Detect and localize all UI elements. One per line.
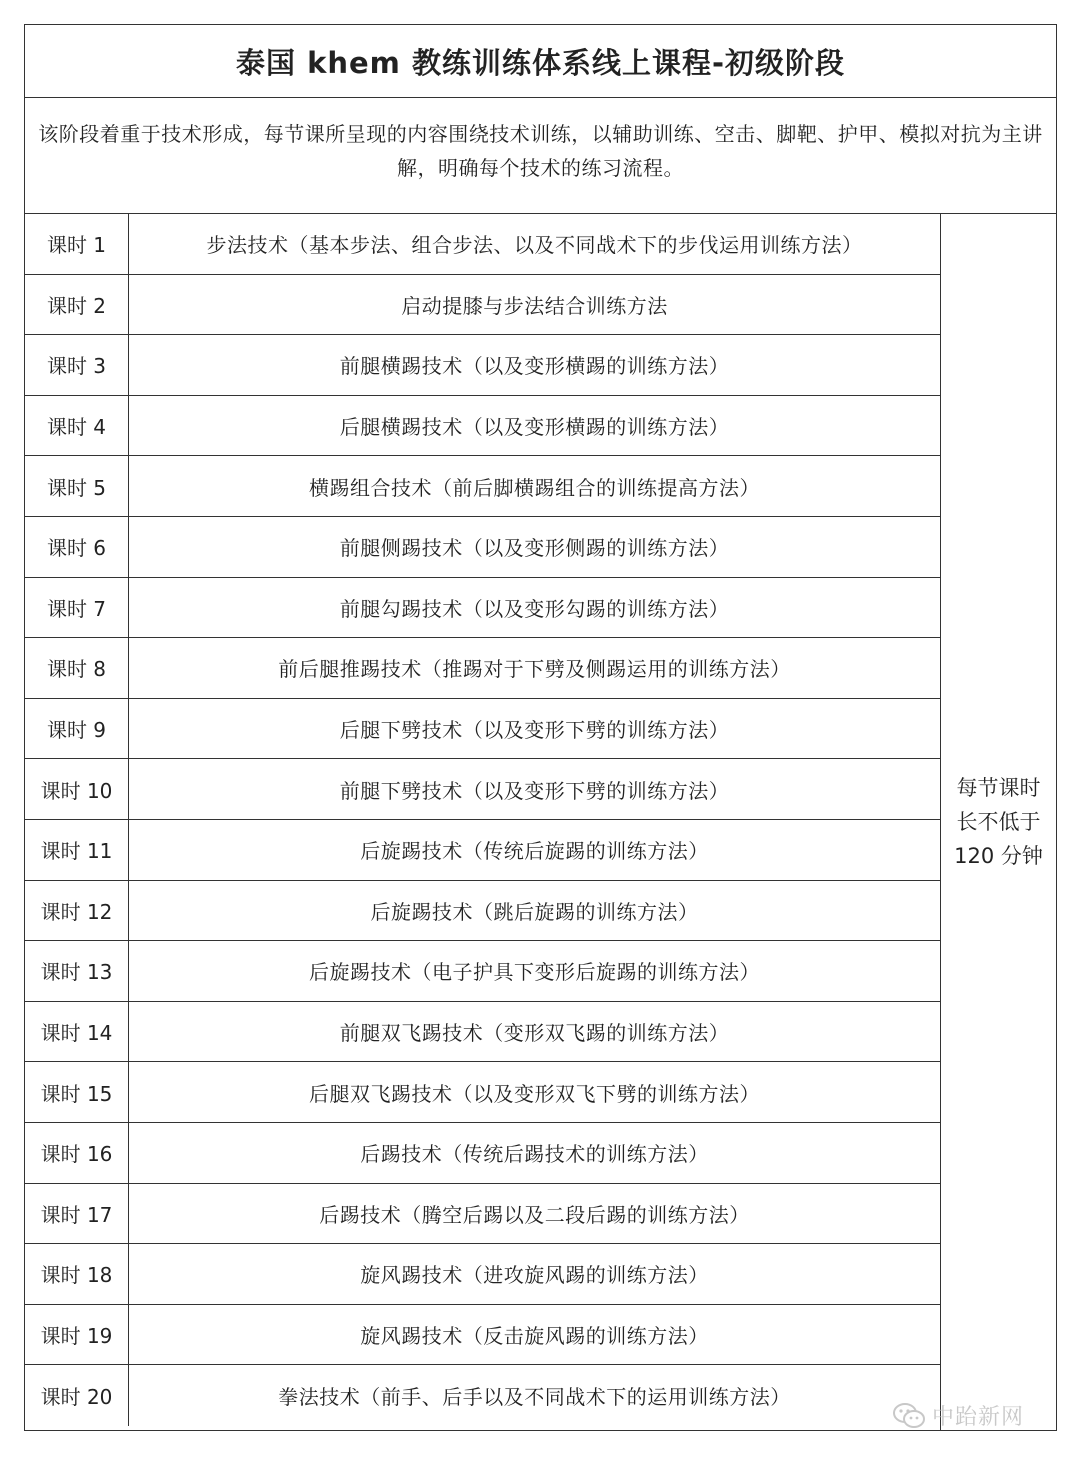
lesson-topic: 后旋踢技术（跳后旋踢的训练方法） <box>370 899 699 924</box>
lesson-number: 课时 1 <box>25 214 129 274</box>
lesson-number: 课时 12 <box>25 881 129 941</box>
lesson-topic: 后腿双飞踢技术（以及变形双飞下劈的训练方法） <box>309 1081 760 1106</box>
lesson-topic: 后踢技术（腾空后踢以及二段后踢的训练方法） <box>319 1202 750 1227</box>
lesson-number: 课时 8 <box>25 638 129 698</box>
lesson-number: 课时 19 <box>25 1305 129 1365</box>
table-row <box>25 941 940 1002</box>
table-row <box>25 214 940 275</box>
table-title: 泰国 khem 教练训练体系线上课程-初级阶段 <box>25 25 1056 98</box>
lesson-topic: 拳法技术（前手、后手以及不同战术下的运用训练方法） <box>278 1385 791 1410</box>
lesson-number: 课时 20 <box>25 1365 129 1426</box>
watermark <box>892 1400 1024 1431</box>
table-row <box>25 1002 940 1063</box>
table-row <box>25 456 940 517</box>
table-row <box>25 638 940 699</box>
table-row <box>25 1123 940 1184</box>
table-row <box>25 396 940 457</box>
lesson-number: 课时 11 <box>25 820 129 880</box>
lesson-list <box>25 214 940 1426</box>
lesson-topic: 前腿侧踢技术（以及变形侧踢的训练方法） <box>339 536 730 561</box>
table-row <box>25 578 940 639</box>
lesson-number: 课时 18 <box>25 1244 129 1304</box>
table-row <box>25 699 940 760</box>
lesson-topic: 步法技术（基本步法、组合步法、以及不同战术下的步伐运用训练方法） <box>206 233 863 258</box>
table-row <box>25 1305 940 1366</box>
table-row <box>25 517 940 578</box>
lesson-number: 课时 3 <box>25 335 129 395</box>
course-table <box>24 24 1057 1431</box>
lesson-topic: 旋风踢技术（进攻旋风踢的训练方法） <box>360 1263 709 1288</box>
duration-note: 每节课时长不低于 120 分钟 <box>954 776 1043 868</box>
duration-cell <box>940 214 1056 1430</box>
lesson-topic: 后腿下劈技术（以及变形下劈的训练方法） <box>339 718 730 743</box>
table-row <box>25 1365 940 1426</box>
lesson-topic: 后踢技术（传统后踢技术的训练方法） <box>360 1142 709 1167</box>
wechat-icon <box>892 1402 926 1430</box>
lesson-number: 课时 2 <box>25 275 129 335</box>
lesson-number: 课时 5 <box>25 456 129 516</box>
lesson-number: 课时 15 <box>25 1062 129 1122</box>
table-row <box>25 1062 940 1123</box>
table-row <box>25 759 940 820</box>
lesson-topic: 启动提膝与步法结合训练方法 <box>401 293 668 318</box>
lesson-topic: 前腿下劈技术（以及变形下劈的训练方法） <box>339 778 730 803</box>
table-row <box>25 275 940 336</box>
lesson-number: 课时 16 <box>25 1123 129 1183</box>
lesson-topic: 前腿勾踢技术（以及变形勾踢的训练方法） <box>339 596 730 621</box>
table-row <box>25 1244 940 1305</box>
lesson-topic: 后旋踢技术（传统后旋踢的训练方法） <box>360 839 709 864</box>
lesson-topic: 后旋踢技术（电子护具下变形后旋踢的训练方法） <box>309 960 760 985</box>
table-row <box>25 881 940 942</box>
table-row <box>25 335 940 396</box>
lesson-number: 课时 7 <box>25 578 129 638</box>
lesson-topic: 前后腿推踢技术（推踢对于下劈及侧踢运用的训练方法） <box>278 657 791 682</box>
lesson-topic: 旋风踢技术（反击旋风踢的训练方法） <box>360 1323 709 1348</box>
lesson-number: 课时 17 <box>25 1184 129 1244</box>
lesson-topic: 横踢组合技术（前后脚横踢组合的训练提高方法） <box>309 475 760 500</box>
lesson-number: 课时 9 <box>25 699 129 759</box>
table-row <box>25 1184 940 1245</box>
lesson-topic: 前腿横踢技术（以及变形横踢的训练方法） <box>339 354 730 379</box>
watermark-text: 中跆新网 <box>932 1405 1025 1430</box>
lesson-topic: 前腿双飞踢技术（变形双飞踢的训练方法） <box>339 1021 730 1046</box>
stage-description: 该阶段着重于技术形成，每节课所呈现的内容围绕技术训练，以辅助训练、空击、脚靶、护甲、模拟对抗为主讲解，明确每个技术的练习流程。 <box>25 97 1056 214</box>
lesson-number: 课时 13 <box>25 941 129 1001</box>
lesson-number: 课时 6 <box>25 517 129 577</box>
lesson-number: 课时 4 <box>25 396 129 456</box>
lesson-topic: 后腿横踢技术（以及变形横踢的训练方法） <box>339 415 730 440</box>
lesson-number: 课时 10 <box>25 759 129 819</box>
table-row <box>25 820 940 881</box>
lesson-number: 课时 14 <box>25 1002 129 1062</box>
